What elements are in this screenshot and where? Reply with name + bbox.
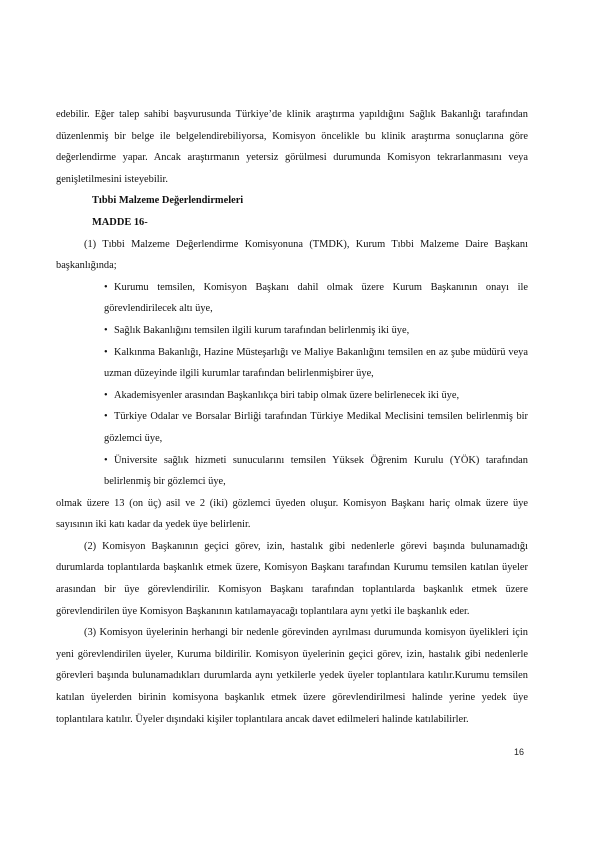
- bullet-icon: •: [104, 389, 108, 401]
- bullet-text: Akademisyenler arasından Başkanlıkça biri tabip olmak üzere belirlenecek iki üye,: [114, 389, 460, 401]
- bullet-item: [56, 450, 528, 493]
- bullet-icon: •: [104, 324, 108, 336]
- bullet-icon: •: [104, 454, 108, 466]
- bullet-text: Kurumu temsilen, Komisyon Başkanı dahil olmak üzere Kurum Başkanının onayı ile görevlendirilecek altı üye,: [104, 281, 528, 315]
- paragraph-intro: edebilir. Eğer talep sahibi başvurusunda Türkiye’de klinik araştırma yapıldığını Sağlık Bakanlığı tarafından düzenlenmiş bir belge ile belgelendirebiliyorsa, Komisyon öncelikle bu klinik araştırma sonuçlarına göre değerlendirme yapar. Ancak araştırmanın yetersiz görülmesi durumunda Komisyon tekrarlanmasını veya genişletilmesini isteyebilir.: [56, 109, 528, 185]
- bullet-item: [56, 277, 528, 320]
- paragraph-3: (3) Komisyon üyelerinin herhangi bir nedenle görevinden ayrılması durumunda komisyon üyelikleri için yeni görevlendirilen üyeler, Kuruma bildirilir. Komisyon üyelerinin geçici görev, izin, hastalık gibi nedenlerle görevleri başında bulunamadıkları durumlarda aynı yetkilerle yedek üyeler toplantılara katılır.Kurumu temsilen katılan üyelerden birinin komisyona başkanlık etmek üzere görevlendirilmesi halinde yerine yedek üye toplantılara katılır. Üyeler dışındaki kişiler toplantılara ancak davet edilmeleri halinde katılabilirler.: [56, 627, 528, 725]
- paragraph-composition: olmak üzere 13 (on üç) asil ve 2 (iki) gözlemci üyeden oluşur. Komisyon Başkanı hariç olmak üzere üye sayısının iki katı kadar da yedek üye belirlenir.: [56, 497, 528, 531]
- bullet-icon: •: [104, 346, 108, 358]
- bullet-text: Türkiye Odalar ve Borsalar Birliği tarafından Türkiye Medikal Meclisini temsilen belirlenmiş bir gözlemci üye,: [104, 411, 528, 444]
- article-title: MADDE 16-: [92, 216, 148, 228]
- bullet-text: Üniversite sağlık hizmeti sunucularını temsilen Yüksek Öğrenim Kurulu (YÖK) tarafından belirlenmiş bir gözlemci üye,: [104, 454, 528, 488]
- bullet-text: Kalkınma Bakanlığı, Hazine Müsteşarlığı ve Maliye Bakanlığını temsilen en az şube müdürü veya uzman düzeyinde ilgili kurumlar tarafından belirlenmişbirer üye,: [104, 346, 528, 380]
- document-body: [56, 104, 528, 730]
- section-title: Tıbbi Malzeme Değerlendirmeleri: [92, 195, 244, 207]
- bullet-icon: •: [104, 411, 108, 423]
- page-number: 16: [514, 747, 525, 757]
- bullet-item: [56, 320, 528, 342]
- bullet-icon: •: [104, 281, 108, 293]
- paragraph-1: (1) Tıbbi Malzeme Değerlendirme Komisyonuna (TMDK), Kurum Tıbbi Malzeme Daire Başkanı başkanlığında;: [56, 238, 528, 272]
- bullet-item: [56, 342, 528, 385]
- bullet-item: [56, 385, 528, 407]
- bullet-item: [56, 406, 528, 449]
- paragraph-2: (2) Komisyon Başkanının geçici görev, izin, hastalık gibi nedenlerle görevi başında bulunamadığı durumlarda toplantılarda başkanlık etmek üzere, Komisyon Başkanı tarafından Kurumu temsilen katılan üyeler arasından bir üye görevlendirilir. Komisyon Başkanı tarafından toplantılarda başkanlık etmek üzere görevlendirilen üye Komisyon Başkanının katılamayacağı toplantılara aynı yetki ile başkanlık eder.: [56, 540, 528, 617]
- bullet-text: Sağlık Bakanlığını temsilen ilgili kurum tarafından belirlenmiş iki üye,: [114, 324, 410, 336]
